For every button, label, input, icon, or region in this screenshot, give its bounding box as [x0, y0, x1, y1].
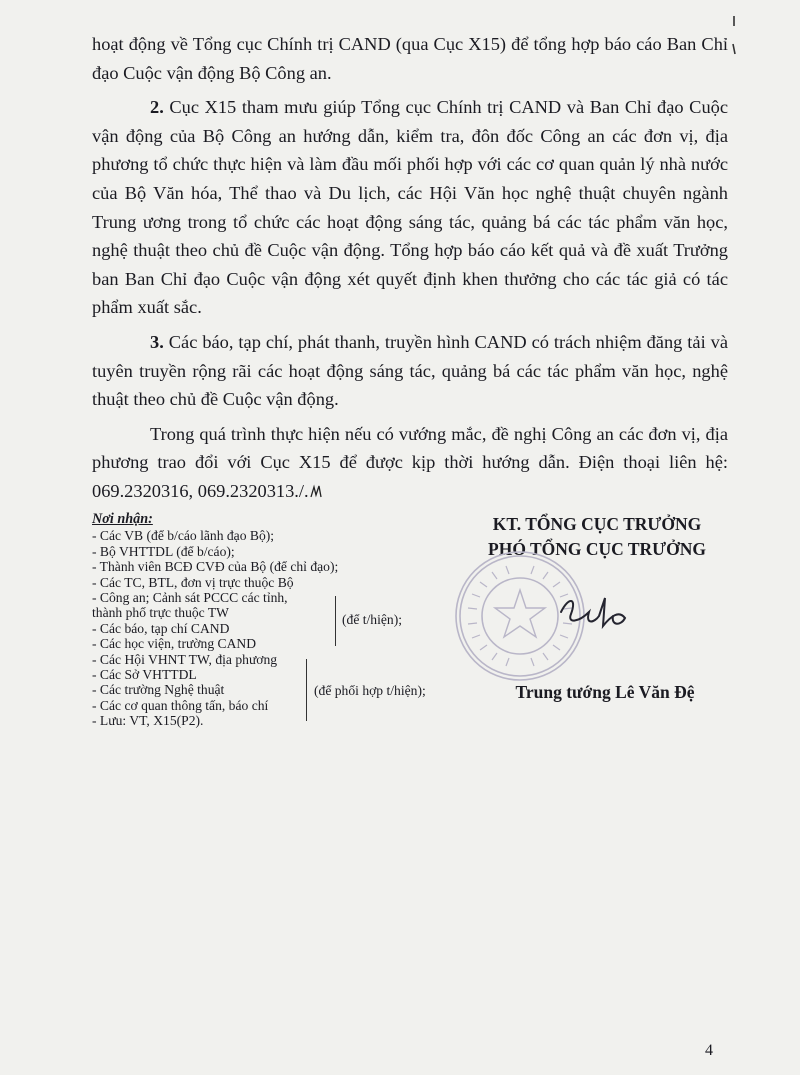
brace-implement — [335, 596, 336, 646]
brace-coordinate — [306, 659, 307, 721]
paragraph-2-text: Cục X15 tham mưu giúp Tổng cục Chính trị CAND và Ban Chỉ đạo Cuộc vận động của Bộ Công an hướng dẫn, kiểm tra, đôn đốc Công an các đơn vị, địa phương tổ chức thực hiện và làm đầu mối phối hợp với các cơ quan quản lý nhà nước của Bộ Văn hóa, Thể thao và Du lịch, các Hội Văn học nghệ thuật chuyên ngành Trung ương trong tổ chức các hoạt động sáng tác, quảng bá các tác phẩm văn học, nghệ thuật theo chủ đề Cuộc vận động. Tổng hợp báo cáo kết quả và đề xuất Trưởng ban Ban Chỉ đạo Cuộc vận động xét quyết định khen thưởng cho các tác giả có tác phẩm xuất sắc. — [92, 97, 728, 318]
signer-title-2: PHÓ TỔNG CỤC TRƯỞNG — [488, 539, 706, 559]
recipient-line: - Các VB (để b/cáo lãnh đạo Bộ); — [92, 528, 275, 544]
recipients-heading: Nơi nhận: — [92, 511, 153, 527]
recipient-line: - Các TC, BTL, đơn vị trực thuộc Bộ — [92, 574, 294, 590]
recipient-line: thành phố trực thuộc TW — [92, 605, 229, 621]
handwritten-signature — [555, 592, 635, 637]
page-number: 4 — [705, 1042, 713, 1059]
paragraph-3-text: Các báo, tạp chí, phát thanh, truyền hình CAND có trách nhiệm đăng tải và tuyên truyền rộng rãi các hoạt động sáng tác, quảng bá các tác phẩm văn học, nghệ thuật theo chủ đề Cuộc vận động. — [92, 331, 728, 410]
recipient-line: - Các cơ quan thông tấn, báo chí — [92, 697, 269, 713]
recipient-line: - Các trường Nghệ thuật — [92, 682, 225, 698]
recipient-line: - Bộ VHTTDL (để b/cáo); — [92, 543, 235, 559]
document-body — [92, 30, 728, 506]
recipient-line: - Các Hội VHNT TW, địa phương — [92, 651, 278, 667]
note-coordinate: (để phối hợp t/hiện); — [314, 683, 426, 698]
item-number-3: 3. — [150, 331, 164, 352]
recipient-line: - Công an; Cảnh sát PCCC các tỉnh, — [92, 590, 288, 606]
signer-title-1: KT. TỔNG CỤC TRƯỞNG — [492, 514, 702, 534]
recipient-line: - Các học viện, trường CAND — [92, 636, 257, 652]
paragraph-closing-text: Trong quá trình thực hiện nếu có vướng mắc, đề nghị Công an các đơn vị, địa phương trao đổi với Cục X15 để được kịp thời hướng dẫn. Điện thoại liên hệ: 069.2320316, 069.2320313./. — [92, 423, 728, 501]
note-implement: (để t/hiện); — [342, 612, 403, 627]
recipient-line: - Các Sở VHTTDL — [92, 667, 197, 683]
paragraph-continuation: hoạt động về Tổng cục Chính trị CAND (qua Cục X15) để tổng hợp báo cáo Ban Chỉ đạo Cuộc vận động Bộ Công an. — [92, 34, 728, 83]
bleed-through-texture — [95, 740, 720, 1040]
initials-mark — [309, 484, 325, 500]
item-number-2: 2. — [150, 97, 164, 118]
margin-tick-mark — [731, 14, 737, 56]
recipients-block — [92, 512, 472, 729]
recipient-line: - Các báo, tạp chí CAND — [92, 620, 230, 636]
recipient-line: - Thành viên BCĐ CVĐ của Bộ (để chỉ đạo); — [92, 559, 339, 575]
paragraph-3 — [92, 328, 728, 414]
paragraph-closing — [92, 420, 728, 506]
recipient-line: - Lưu: VT, X15(P2). — [92, 713, 204, 729]
paragraph-2 — [92, 93, 728, 322]
signer-name: Trung tướng Lê Văn Đệ — [515, 682, 695, 702]
